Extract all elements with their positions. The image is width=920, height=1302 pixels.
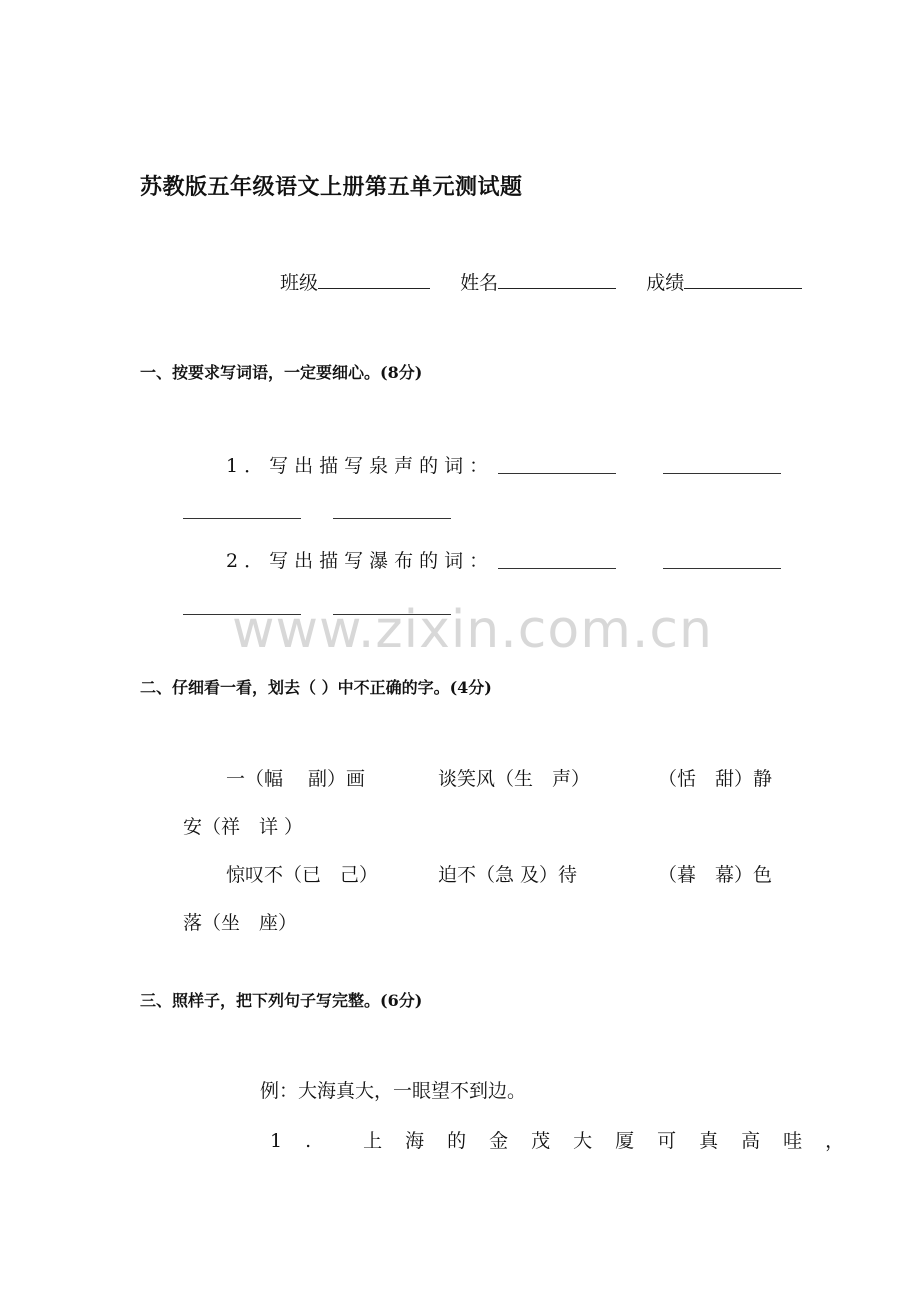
watermark: www.zixin.com.cn — [232, 600, 713, 660]
word-choice-item: 惊叹不（已 己） — [226, 864, 379, 886]
section-1-heading: 一、按要求写词语，一定要细心。(8分) — [140, 363, 423, 382]
word-choice-item: （恬 甜）静 — [658, 768, 773, 790]
word-choice-item: 谈笑风（生 声） — [438, 768, 591, 790]
score-blank[interactable] — [684, 270, 802, 289]
section-3-heading: 三、照样子，把下列句子写完整。(6分) — [140, 991, 423, 1010]
word-choice-item: （暮 幕）色 — [658, 864, 773, 886]
answer-blank[interactable] — [333, 518, 451, 519]
word-choice-item: 一（幅 副）画 — [226, 768, 366, 790]
class-label: 班级 — [280, 272, 319, 294]
page-title: 苏教版五年级语文上册第五单元测试题 — [140, 174, 523, 200]
score-label: 成绩 — [646, 272, 685, 294]
word-choice-item: 安（祥 详 ） — [183, 816, 304, 838]
word-choice-item: 落（坐 座） — [183, 912, 298, 934]
section-2-heading: 二、仔细看一看，划去（ ）中不正确的字。(4分) — [140, 678, 492, 697]
section-3-question-1: 1. 上海的金茂大厦可真高哇， — [270, 1130, 868, 1152]
student-info-row — [280, 268, 802, 295]
name-label: 姓名 — [460, 272, 499, 294]
answer-blank[interactable] — [663, 473, 781, 474]
word-choice-item: 迫不（急 及）待 — [438, 864, 578, 886]
answer-blank[interactable] — [498, 473, 616, 474]
section-3-example: 例：大海真大，一眼望不到边。 — [260, 1080, 527, 1102]
answer-blank[interactable] — [663, 568, 781, 569]
section-1-question-1: 1．写出描写泉声的词： — [226, 455, 495, 477]
name-blank[interactable] — [498, 270, 616, 289]
answer-blank[interactable] — [183, 518, 301, 519]
class-blank[interactable] — [318, 270, 430, 289]
answer-blank[interactable] — [498, 568, 616, 569]
section-1-question-2: 2．写出描写瀑布的词： — [226, 550, 495, 572]
